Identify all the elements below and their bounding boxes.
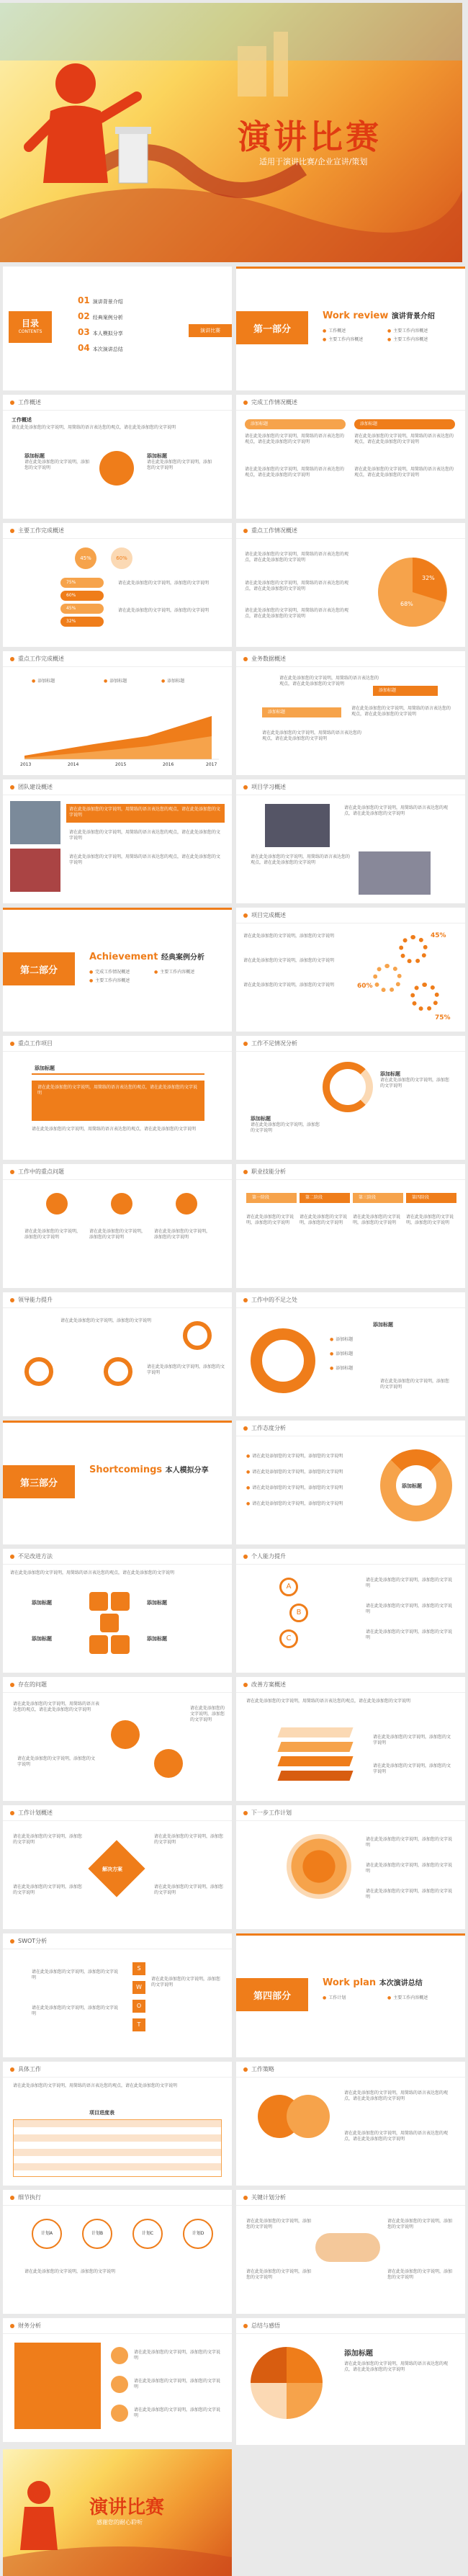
disc-chart [287,1834,351,1899]
section-item: ● 主要工作内容概述 [154,968,194,975]
slide-text: 请在此处添加您的文字说明，添加您的文字说明 [134,2350,221,2361]
slide-title: 细节执行 [3,2190,232,2206]
content-slide[interactable] [3,395,232,519]
item-title: 添加标题 [32,1636,52,1642]
content-slide[interactable] [236,1805,465,1929]
bar-pill: 45% [60,604,104,614]
list-item: ● 请在此处添加您的文字说明，添加您的文字说明 [246,1500,343,1506]
list-item: ● 添加标题 [330,1350,353,1356]
section-item: ● 工作概述 [323,327,346,334]
text-band [32,1060,204,1075]
content-slide[interactable] [3,1549,232,1673]
slide-title: 工作中的不足之处 [236,1292,465,1308]
item-text: 请在此处添加您的文字说明，添加您的文字说明 [24,460,90,470]
content-slide[interactable] [236,1164,465,1288]
step-circle [46,1193,68,1215]
content-slide[interactable] [236,2062,465,2186]
bar-pill: 75% [60,578,104,588]
slide-text: 请在此处添加您的文字说明，用简练的语言表达您的观点，请在此处添加您的文字说明 [245,581,349,591]
content-slide[interactable] [3,1036,232,1160]
content-slide[interactable] [3,1164,232,1288]
section-en-text: Shortcomings [89,1464,163,1475]
slide-title: 主要工作完成概述 [3,523,232,539]
content-slide[interactable] [236,395,465,519]
slide-text: 请在此处添加您的文字说明，添加您的文字说明 [154,1834,224,1845]
letter-circle: B [289,1604,308,1622]
layer-block [277,1756,353,1766]
slide-title: 领导能力提升 [3,1292,232,1308]
slide-text: 请在此处添加您的文字说明，添加您的文字说明 [366,1837,453,1848]
slide-text: 请在此处添加您的文字说明，添加您的文字说明 [387,2219,453,2230]
percent-circle: 60% [111,547,132,569]
pie-label: 32% [422,575,435,581]
center-circle [99,451,134,486]
label-pill: 添加标题 [373,686,438,696]
slide-title: 总结与感悟 [236,2318,465,2334]
slide-text: 请在此处添加您的文字说明，添加您的文字说明 [134,2379,221,2389]
slide-text: 请在此处添加您的文字说明，添加您的文字说明 [17,1756,96,1767]
slide-text: 请在此处添加您的文字说明，用简练的语言表达您的观点，请在此处添加您的文字说明 [32,1127,197,1132]
label-pill: 添加标题 [354,419,455,429]
section-en-text: Achievement [89,952,158,962]
slide-title: 工作中的重点问题 [3,1164,232,1180]
list-item: ● 请在此处添加您的文字说明，添加您的文字说明 [246,1468,343,1475]
layer-block [277,1727,353,1738]
section-item: ● 主要工作内容概述 [387,1994,428,2000]
section-en [89,1464,209,1475]
slide-title: 财务分析 [3,2318,232,2334]
slide-text: 请在此处添加您的文字说明，添加您的文字说明 [134,2407,221,2418]
item-title: 添加标题 [24,453,45,459]
table-title: 项目进度表 [89,2110,114,2116]
content-slide[interactable] [236,651,465,775]
content-slide[interactable] [3,2062,232,2186]
toc-item-3[interactable] [78,327,123,337]
slide-title: 重点工作情况概述 [236,523,465,539]
x-tick: 2017 [206,762,217,767]
slide-title: 具体工作 [3,2062,232,2078]
label-pill: 添加标题 [262,707,341,717]
area-chart [3,651,232,775]
gear-icon [399,935,428,964]
section-label: 第一部分 [236,311,308,344]
list-item: ● 添加标题 [330,1336,353,1342]
section-en [323,310,435,321]
toc-tag: 演讲比赛 [189,324,232,337]
slide-title: 工作不足情况分析 [236,1036,465,1052]
section-item: ● 主要工作内容概述 [323,336,363,342]
content-slide[interactable] [236,779,465,903]
photo-placeholder [10,849,60,892]
toc-item-2[interactable] [78,311,123,321]
toc-num: 02 [78,311,90,321]
slide-text: 请在此处添加您的文字说明，添加您的文字说明 [32,1969,119,1980]
section-4-slide[interactable] [236,1933,465,2057]
slide-text: 请在此处添加您的文字说明，用简练的语言表达您的观点，请在此处添加您的文字说明 [37,1085,198,1096]
layer-block [277,1771,353,1781]
plan-node: 计划C [132,2219,163,2249]
content-slide[interactable] [3,1292,232,1416]
content-slide[interactable] [236,523,465,647]
slide-text: 请在此处添加您的文字说明，用简练的语言表达您的观点，请在此处添加您的文字说明 [354,434,454,444]
slide-text: 请在此处添加您的文字说明，添加您的文字说明 [373,1763,451,1774]
section-label: 第四部分 [236,1978,308,2011]
slide-text: 请在此处添加您的文字说明，添加您的文字说明 [243,958,335,963]
slide-text: 请在此处添加您的文字说明，用简练的语言表达您的观点，请在此处添加您的文字说明 [262,730,362,741]
gear-label: 45% [431,932,446,939]
x-tick: 2015 [115,762,127,767]
toc-text: 演讲背景介绍 [92,299,123,305]
plan-node: 计划D [183,2219,213,2249]
section-item: ● 主要工作内容概述 [89,977,130,983]
clipboard-icon [14,2343,101,2429]
step-circle [176,1193,197,1215]
pie-icon [251,2347,323,2419]
end-title: 演讲比赛 [89,2497,165,2518]
section-1-slide[interactable] [236,267,465,390]
slide-text: 请在此处添加您的文字说明，添加您的文字说明 [89,1229,146,1240]
slide-text: 请在此处添加您的文字说明，添加您的文字说明 [118,608,210,613]
content-slide[interactable] [3,2318,232,2442]
slide-text: 请在此处添加您的文字说明，用简练的语言表达您的观点，请在此处添加您的文字说明 [354,467,454,478]
bar-pill: 60% [60,591,104,601]
hex-icon [100,1614,119,1632]
heart-icon [287,2095,330,2138]
x-tick: 2013 [20,762,32,767]
slide-title: 工作概述 [3,395,232,411]
section-3-slide[interactable] [3,1421,232,1544]
gear-label: 60% [357,983,373,990]
section-en-text: Work review [323,310,389,321]
plan-node: 计划A [32,2219,62,2249]
item-text: 请在此处添加您的文字说明，添加您的文字说明 [147,460,212,470]
list-item: ● 请在此处添加您的文字说明，添加您的文字说明 [246,1484,343,1490]
slide-text: 请在此处添加您的文字说明，添加您的文字说明 [251,1122,320,1133]
slide-title: 存在的问题 [3,1677,232,1693]
slide-text: 请在此处添加您的文字说明，用简练的语言表达您的观点，请在此处添加您的文字说明 [245,467,345,478]
section-en-text: Work plan [323,1977,377,1988]
plan-node: 计划B [82,2219,112,2249]
photo-placeholder [265,804,330,847]
content-slide[interactable] [236,908,465,1032]
slide-text: 请在此处添加您的文字说明，用简练的语言表达您的观点，请在此处添加您的文字说明 [245,608,349,619]
end-subtitle: 感谢您的耐心聆听 [96,2519,143,2526]
slide-text: 请在此处添加您的文字说明，添加您的文字说明 [380,1078,450,1088]
content-slide[interactable] [236,1036,465,1160]
gear-icon [410,983,439,1011]
swot-t: T [132,2018,145,2031]
slide-text: 请在此处添加您的文字说明，添加您的文字说明 [13,1834,83,1845]
toc-num: 04 [78,343,90,353]
swot-w: W [132,1981,145,1994]
section-item: ● 工作计划 [323,1994,346,2000]
legend-item: ● 添加标题 [161,677,184,684]
slide-text: 请在此处添加您的文字说明，用简练的语言表达您的观点，请在此处添加您的文字说明 [69,807,221,818]
slide-text: 请在此处添加您的文字说明，用简练的语言表达您的观点，请在此处添加您的文字说明 [279,676,379,687]
section-item: ● 主要工作内容概述 [387,327,428,334]
slide-text: 请在此处添加您的文字说明，添加您的文字说明 [366,1889,453,1900]
pie-chart [236,523,465,647]
slide-text: 请在此处添加您的文字说明，用简练的语言表达您的观点，请在此处添加您的文字说明 [246,1699,411,1704]
legend-item: ● 添加标题 [32,677,55,684]
content-slide[interactable] [3,1677,232,1801]
swot-s: S [132,1962,145,1975]
slide-text: 请在此处添加您的文字说明，添加您的文字说明 [190,1706,225,1722]
slide-title: 职业技能分析 [236,1164,465,1180]
item-title: 添加标题 [380,1071,400,1077]
toc-num: 03 [78,327,90,337]
slide-title: 项目完成概述 [236,908,465,923]
slide-text: 请在此处添加您的文字说明，添加您的文字说明 [24,1229,81,1240]
slide-text: 请在此处添加您的文字说明，用简练的语言表达您的观点，请在此处添加您的文字说明 [344,2090,449,2101]
label-pill: 添加标题 [245,419,346,429]
slide-title: 个人能力提升 [236,1549,465,1565]
letter-circle: A [279,1578,298,1596]
content-slide[interactable] [3,2190,232,2314]
percent-circle: 45% [75,547,96,569]
podium-icon [119,133,148,183]
toc-text: 经典案例分析 [92,315,123,321]
cycle-node [154,1749,183,1778]
slide-text: 请在此处添加您的文字说明，添加您的文字说明 [243,983,335,988]
hero-subtitle: 适用于演讲比赛/企业宣讲/策划 [259,157,368,166]
section-cn-text: 经典案例分析 [161,954,204,962]
item-title: 添加标题 [344,2350,373,2358]
speaker-head-icon [55,63,96,104]
section-cn-text: 演讲背景介绍 [391,313,435,321]
slide-title: 工作态度分析 [236,1421,465,1436]
slide-text: 请在此处添加您的文字说明，用简练的语言表达您的观点，请在此处添加您的文字说明 [245,552,349,563]
slide-text: 请在此处添加您的文字说明，添加您的文字说明 [24,2269,116,2274]
slide-text: 请在此处添加您的文字说明，用简练的语言表达您的观点，请在此处添加您的文字说明 [245,434,345,444]
slide-title: 改善方案概述 [236,1677,465,1693]
x-tick: 2014 [68,762,79,767]
slide-text: 请在此处添加您的文字说明，添加您的文字说明 [154,1229,211,1240]
step-circle [111,1193,132,1215]
slide-title: 业务数据概述 [236,651,465,667]
item-title: 添加标题 [251,1116,271,1122]
toc-en: CONTENTS [18,329,42,334]
section-label: 第三部分 [3,1465,75,1498]
toc-slide[interactable] [3,267,232,390]
slide-title: 重点工作完成概述 [3,651,232,667]
section-en [323,1977,423,1988]
hex-icon [111,1592,130,1611]
slide-text: 请在此处添加您的文字说明，添加您的文字说明 [387,2269,453,2280]
slide-text: 请在此处添加您的文字说明，用简练的语言表达您的观点，请在此处添加您的文字说明 [351,706,451,717]
slide-text: 请在此处添加您的文字说明，用简练的语言表达您的观点，请在此处添加您的文字说明 [13,2083,178,2088]
step-arrow: 第一阶段 [246,1193,297,1203]
letter-circle: C [279,1629,298,1648]
section-item: ● 完成工作情况概述 [89,968,130,975]
pie-label: 68% [400,601,413,607]
slide-text: 请在此处添加您的文字说明，用简练的语言表达您的观点，请在此处添加您的文字说明 [69,830,221,841]
content-slide[interactable] [3,1933,232,2057]
ring-chart [251,1328,315,1393]
slide-title: 关键计划分析 [236,2190,465,2206]
list-item: ● 添加标题 [330,1364,353,1371]
slide-text: 请在此处添加您的文字说明，添加您的文字说明 [246,1215,294,1225]
hero-title: 演讲比赛 [238,117,382,156]
slide-text: 请在此处添加您的文字说明，添加您的文字说明 [147,1364,225,1375]
content-slide[interactable] [236,1677,465,1801]
section-cn-text: 本次演讲总结 [379,1980,423,1987]
slide-title: 下一步工作计划 [236,1805,465,1821]
section-item: ● 主要工作内容概述 [387,336,428,342]
slide-text: 请在此处添加您的文字说明，添加您的文字说明 [366,1604,453,1614]
ring-icon [104,1357,132,1386]
hex-icon [89,1635,108,1654]
slide-text: 请在此处添加您的文字说明，添加您的文字说明 [300,1215,348,1225]
divider [3,1421,232,1423]
slide-text: 请在此处添加您的文字说明，添加您的文字说明 [246,2219,312,2230]
bar-pill: 32% [60,617,104,627]
slide-text: 请在此处添加您的文字说明，用简练的语言表达您的观点，请在此处添加您的文字说明 [69,854,221,865]
slide-title: SWOT分析 [3,1933,232,1949]
step-badge [111,2376,128,2393]
toc-text: 本次演讲总结 [92,346,123,352]
list-item: ● 请在此处添加您的文字说明，添加您的文字说明 [246,1452,343,1459]
slide-text: 请在此处添加您的文字说明，用简练的语言表达您的观点，请在此处添加您的文字说明 [13,1701,100,1712]
gear-label: 75% [435,1014,451,1021]
content-slide[interactable] [3,779,232,903]
toc-text: 本人模拟分享 [92,331,123,336]
slide-text: 请在此处添加您的文字说明，添加您的文字说明 [366,1629,453,1640]
step-arrow: 第四阶段 [406,1193,456,1203]
slide-text: 请在此处添加您的文字说明，添加您的文字说明 [13,1884,83,1895]
swot-o: O [132,2000,145,2013]
hero-slide[interactable] [0,3,462,262]
slide-text: 请在此处添加您的文字说明，添加您的文字说明 [406,1215,454,1225]
content-slide[interactable] [3,523,232,647]
slide-text: 请在此处添加您的文字说明，用简练的语言表达您的观点，请在此处添加您的文字说明 [344,2131,449,2142]
step-badge [111,2405,128,2422]
progress-table [13,2119,222,2177]
hex-icon [89,1592,108,1611]
slide-text: 请在此处添加您的文字说明，用简练的语言表达您的观点，请在此处添加您的文字说明 [344,805,449,816]
slide-text: 请在此处添加您的文字说明，添加您的文字说明 [366,1863,453,1874]
slide-title: 不足改进方法 [3,1549,232,1565]
legend-item: ● 添加标题 [104,677,127,684]
photo-placeholder [10,801,60,844]
item-title: 添加标题 [35,1065,55,1071]
slide-heading: 工作概述 [12,417,32,423]
slide-text: 请在此处添加您的文字说明，添加您的文字说明 [118,581,210,586]
slide-text: 请在此处添加您的文字说明，添加您的文字说明 [243,934,335,939]
toc-item-4[interactable] [78,343,123,353]
item-title: 添加标题 [32,1600,52,1606]
item-title: 添加标题 [147,1600,167,1606]
slide-title: 团队建设概述 [3,779,232,795]
toc-item-1[interactable] [78,295,123,305]
step-arrow: 第二阶段 [300,1193,350,1203]
slide-text: 请在此处添加您的文字说明，用简练的语言表达您的观点，请在此处添加您的文字说明 [344,2361,449,2372]
item-title: 添加标题 [373,1322,393,1328]
item-title: 添加标题 [147,453,167,459]
content-slide[interactable] [236,1292,465,1416]
slide-title: 项目学习概述 [236,779,465,795]
section-cn-text: 本人模拟分享 [165,1467,209,1475]
gear-icon [373,964,402,993]
x-tick: 2016 [163,762,174,767]
section-2-slide[interactable] [3,908,232,1032]
content-slide[interactable] [236,2318,465,2445]
toc-title: 目录 [21,318,39,328]
solve-label: 解决方案 [102,1866,122,1872]
slide-title: 完成工作情况概述 [236,395,465,411]
slide-text: 请在此处添加您的文字说明，添加您的文字说明 [373,1735,451,1745]
layer-block [277,1742,353,1752]
slide-text: 请在此处添加您的文字说明，添加您的文字说明 [60,1318,152,1323]
slide-text: 请在此处添加您的文字说明，添加您的文字说明 [380,1379,450,1390]
content-slide[interactable] [3,651,232,775]
slide-text: 请在此处添加您的文字说明，添加您的文字说明 [366,1578,453,1588]
content-slide[interactable] [236,1421,465,1544]
slide-title: 工作计划概述 [3,1805,232,1821]
toc-label [9,311,52,343]
speaker-body-icon [20,2507,58,2550]
ring-icon [24,1357,53,1386]
item-title: 添加标题 [147,1636,167,1642]
divider [236,267,465,269]
divider [3,908,232,910]
hero-art [0,3,462,262]
divider [236,1933,465,1936]
hex-icon [111,1635,130,1654]
donut-label: 添加标题 [402,1483,422,1489]
ring-icon [183,1321,212,1350]
slide-text: 请在此处添加您的文字说明，用简练的语言表达您的观点，请在此处添加您的文字说明 [251,854,351,865]
handshake-icon [315,2233,380,2262]
toc-num: 01 [78,295,90,305]
speaker-head-icon [27,2481,50,2504]
slide-text: 请在此处添加您的文字说明，用简练的语言表达您的观点，请在此处添加您的文字说明 [12,425,176,430]
content-slide[interactable] [3,1805,232,1929]
photo-placeholder [359,851,431,895]
content-slide[interactable] [236,2190,465,2314]
slide-text: 请在此处添加您的文字说明，添加您的文字说明 [151,1977,221,1987]
slide-title: 重点工作项目 [3,1036,232,1052]
slide-text: 请在此处添加您的文字说明，用简练的语言表达您的观点，请在此处添加您的文字说明 [10,1570,175,1575]
slide-text: 请在此处添加您的文字说明，添加您的文字说明 [154,1884,224,1895]
content-slide[interactable] [236,1549,465,1673]
slide-title: 工作策略 [236,2062,465,2078]
section-label: 第二部分 [3,952,75,985]
step-arrow: 第三阶段 [353,1193,403,1203]
section-en [89,951,204,962]
slide-text: 请在此处添加您的文字说明，添加您的文字说明 [353,1215,401,1225]
step-badge [111,2347,128,2364]
slide-text: 请在此处添加您的文字说明，添加您的文字说明 [32,2005,119,2016]
ring-chart [323,1062,373,1112]
end-slide[interactable] [3,2449,232,2576]
slide-text: 请在此处添加您的文字说明，添加您的文字说明 [246,2269,312,2280]
cycle-node [111,1720,140,1749]
